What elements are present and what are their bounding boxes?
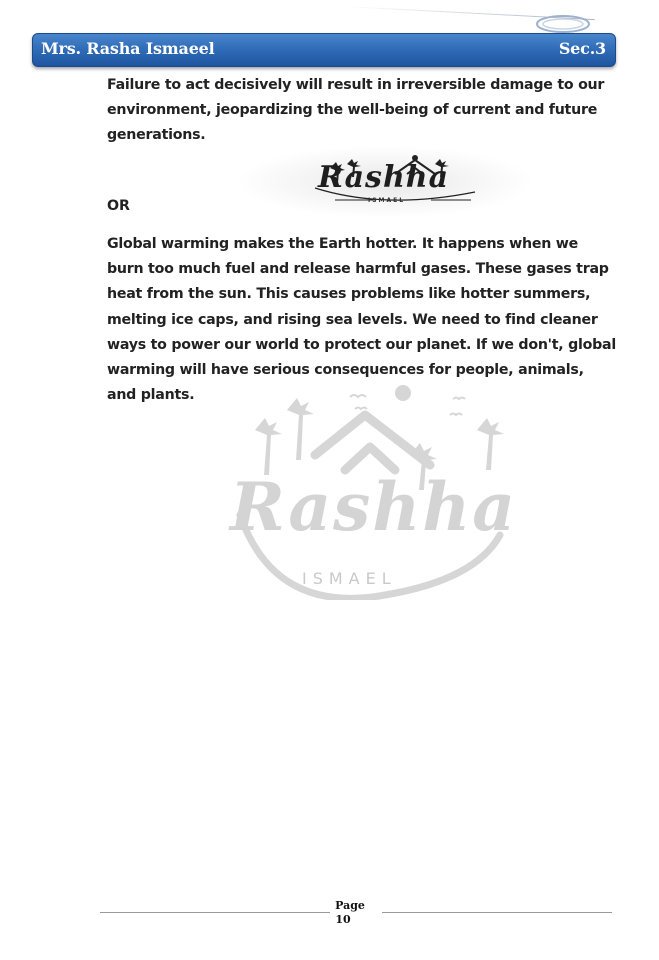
watermark-word: Rashha xyxy=(230,468,518,546)
or-separator: OR xyxy=(107,198,130,214)
paragraph-1: Failure to act decisively will result in irreversible damage to our environment, jeopardizing the well-being of current and future generations. xyxy=(107,77,605,144)
paragraph-2: Global warming makes the Earth hotter. It happens when we burn too much fuel and release harmful gases. These gases trap heat from the sun. This causes problems like hotter summers, melting ice caps, and rising sea levels. We need to find cleaner ways to power our world to protect our planet. If we don't, global warming will have serious consequences for people, animals, and plants. xyxy=(107,236,616,404)
watermark-sub: ISMAEL xyxy=(302,569,397,588)
swoosh-icon xyxy=(533,6,593,36)
small-logo-sub: ISMAEL xyxy=(368,197,406,204)
page-label: Page xyxy=(335,899,365,912)
small-logo-word: Rashha xyxy=(318,160,450,195)
page-number: 10 xyxy=(335,913,351,926)
footer-line-right xyxy=(382,912,612,913)
section-label: Sec.3 xyxy=(558,39,606,58)
author-name: Mrs. Rasha Ismaeel xyxy=(41,39,215,58)
footer-line-left xyxy=(100,912,330,913)
header-bar xyxy=(32,33,616,67)
